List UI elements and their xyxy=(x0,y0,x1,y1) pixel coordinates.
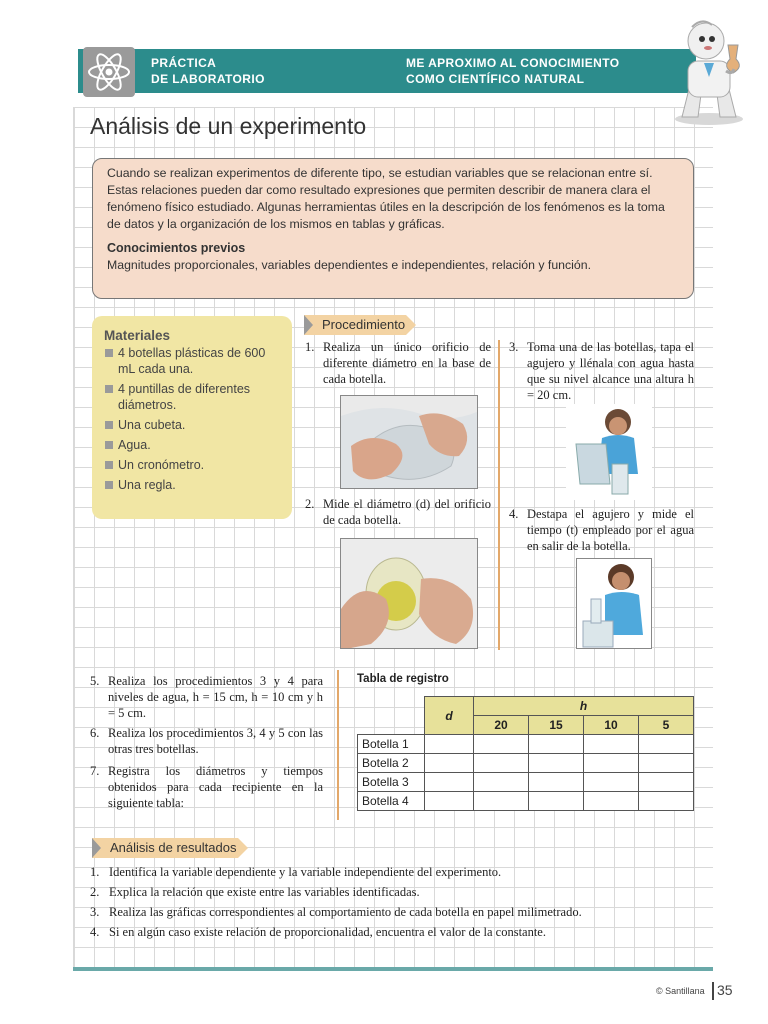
material-item: 4 puntillas de diferentes diámetros. xyxy=(104,381,282,413)
photo-measuring-hole xyxy=(340,538,478,649)
material-item: 4 botellas plásticas de 600 mL cada una. xyxy=(104,345,282,377)
atom-icon xyxy=(83,47,135,97)
results-item: 2. Explica la relación que existe entre las variables identificadas. xyxy=(90,885,420,899)
procedure-step-7: 7. Registra los diámetros y tiempos obtenidos para cada recipiente en la siguiente tabla: xyxy=(90,764,323,810)
results-heading: Análisis de resultados xyxy=(92,838,238,858)
procedure-step-5: 5. Realiza los procedimientos 3 y 4 para niveles de agua, h = 15 cm, h = 10 cm y h = 5 cm. xyxy=(90,674,323,720)
photo-timing-water xyxy=(576,558,652,649)
section-label: PRÁCTICA DE LABORATORIO xyxy=(151,56,265,86)
materials-box xyxy=(92,316,292,519)
page-title: Análisis de un experimento xyxy=(90,113,367,139)
bottom-rule xyxy=(73,967,713,971)
row-label: Botella 3 xyxy=(358,773,425,792)
procedure-step-4: 4. Destapa el agujero y mide el tiempo (t) empleado por el agua en salir de la botella. xyxy=(509,507,694,553)
h-value-header: 10 xyxy=(584,716,639,735)
h-value-header: 5 xyxy=(639,716,694,735)
results-list xyxy=(90,862,690,942)
results-item: 4. Si en algún caso existe relación de proporcionalidad, encuentra el valor de la constante. xyxy=(90,925,546,939)
prior-knowledge-title: Conocimientos previos xyxy=(107,241,246,255)
scientist-mascot-icon xyxy=(668,15,750,127)
publisher-credit: © Santillana xyxy=(656,986,705,996)
row-label: Botella 1 xyxy=(358,735,425,754)
table-title: Tabla de registro xyxy=(357,673,449,685)
procedure-step-1: 1. Realiza un único orificio de diferente diámetro en la base de cada botella. xyxy=(305,340,491,386)
materials-title: Materiales xyxy=(104,328,171,343)
intro-paragraph: Cuando se realizan experimentos de diferente tipo, se estudian variables que se relacionan entre sí. Estas relaciones pueden dar como resultado expresiones que permiten describir de manera clara el fenómeno físico estudiado. Algunas herramientas útiles en la descripción de los fenómenos es la toma de datos y la organización de los mismos en tablas y gráficas. xyxy=(107,166,665,231)
results-item: 1. Identifica la variable dependiente y la variable independiente del experimento. xyxy=(90,865,502,879)
procedure-step-6: 6. Realiza los procedimientos 3, 4 y 5 con las otras tres botellas. xyxy=(90,726,323,756)
material-item: Un cronómetro. xyxy=(104,457,282,473)
material-item: Agua. xyxy=(104,437,282,453)
procedure-heading: Procedimiento xyxy=(304,315,406,335)
h-value-header: 20 xyxy=(474,716,529,735)
intro-box xyxy=(92,158,694,299)
materials-list xyxy=(104,345,282,493)
prior-knowledge-text: Magnitudes proporcionales, variables dependientes e independientes, relación y función. xyxy=(107,258,591,272)
table-row xyxy=(358,754,694,773)
material-item: Una regla. xyxy=(104,477,282,493)
photo-piercing-bottle xyxy=(340,395,478,489)
h-value-header: 15 xyxy=(529,716,584,735)
photo-filling-bottle xyxy=(566,404,652,500)
results-item: 3. Realiza las gráficas correspondientes al comportamiento de cada botella en papel milimetrado. xyxy=(90,905,582,919)
procedure-step-3: 3. Toma una de las botellas, tapa el agujero y llénala con agua hasta que su nivel alcance una altura h = 20 cm. xyxy=(509,340,694,402)
procedure-column-divider xyxy=(498,340,500,650)
section-subtitle: ME APROXIMO AL CONOCIMIENTO COMO CIENTÍFICO NATURAL xyxy=(406,56,620,86)
table-column-divider xyxy=(337,670,339,820)
d-header: d xyxy=(425,697,474,735)
table-row xyxy=(358,792,694,811)
procedure-step-2: 2. Mide el diámetro (d) del orificio de cada botella. xyxy=(305,497,491,527)
page-number: 35 xyxy=(717,982,733,998)
table-row xyxy=(358,773,694,792)
record-table xyxy=(357,696,694,811)
table-row xyxy=(358,735,694,754)
row-label: Botella 2 xyxy=(358,754,425,773)
material-item: Una cubeta. xyxy=(104,417,282,433)
h-header: h xyxy=(474,697,694,716)
footer-separator xyxy=(712,982,714,1000)
row-label: Botella 4 xyxy=(358,792,425,811)
